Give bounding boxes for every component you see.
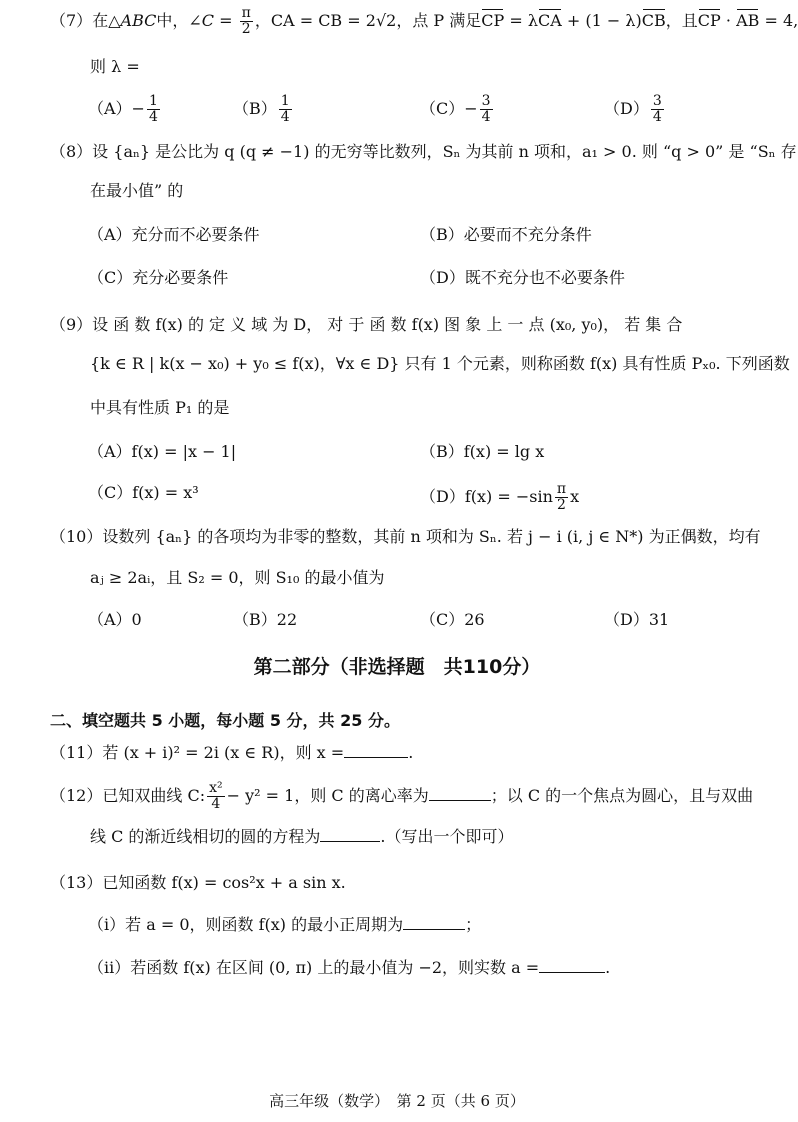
q7-option-b: （B） $\frac{1}{4}$ xyxy=(233,93,290,125)
q7-option-d: （D） $\frac{3}{4}$ xyxy=(604,93,662,125)
q7-option-a: （A）− $\frac{1}{4}$ xyxy=(88,93,158,125)
q8-option-a: （A）充分而不必要条件 xyxy=(88,225,260,244)
page-footer: 高三年级（数学） 第 2 页（共 6 页） xyxy=(269,1092,525,1110)
q9-line1: （9）设 函 数 f(x) 的 定 义 域 为 D， 对 于 函 数 f(x) 图 象 上 一 点 (x₀, y₀)， 若 集 合 xyxy=(50,315,683,334)
q8-line1: （8）设 {aₙ} 是公比为 q (q ≠ −1) 的无穷等比数列，Sₙ 为其前 n 项和，a₁ > 0. 则 “q > 0” 是 “Sₙ 存 xyxy=(50,142,797,161)
q13-sub1: （ⅰ）若 a = 0，则函数 f(x) 的最小正周期为 ； xyxy=(88,915,482,934)
q13-line1: （13）已知函数 f(x) = cos²x + a sin x. xyxy=(50,873,346,892)
q10-option-b: （B）22 xyxy=(233,610,298,629)
q10-option-c: （C）26 xyxy=(420,610,485,629)
q9-option-b: （B）f(x) = lg x xyxy=(420,442,545,461)
q7-option-c: （C）− $\frac{3}{4}$ xyxy=(420,93,491,125)
q13-sub2: （ⅱ）若函数 f(x) 在区间 (0, π) 上的最小值为 −2，则实数 a = . xyxy=(88,958,611,977)
q8-line2: 在最小值” 的 xyxy=(90,181,184,200)
part2-title: 第二部分（非选择题 共110分） xyxy=(253,656,541,678)
q9-line2: {k ∈ R | k(x − x₀) + y₀ ≤ f(x)，∀x ∈ D} 只有 1 个元素，则称函数 f(x) 具有性质 Pₓ₀. 下列函数 xyxy=(90,354,790,373)
q8-option-d: （D）既不充分也不必要条件 xyxy=(420,268,625,287)
q7-line2: 则 λ = xyxy=(90,57,140,76)
q10-line1: （10）设数列 {aₙ} 的各项均为非零的整数，其前 n 项和为 Sₙ. 若 j − i (i, j ∈ N*) 为正偶数，均有 xyxy=(50,527,761,546)
q7-pi-over-2: $\frac{\pi}{2}$ xyxy=(241,5,251,37)
q7-line1: （7）在△ABC中，∠C = $\frac{\pi}{2}$ ，CA = CB = 2√2，点 P 满足CP = λCA + (1 − λ)CB，且CP · AB = 4, xyxy=(50,5,798,37)
q9-option-c: （C）f(x) = x³ xyxy=(88,483,199,502)
q10-option-a: （A）0 xyxy=(88,610,142,629)
q12-eccentricity-blank[interactable] xyxy=(429,786,491,801)
q10-option-d: （D）31 xyxy=(604,610,670,629)
q9-line3: 中具有性质 P₁ 的是 xyxy=(90,398,230,417)
q7-number: （7） xyxy=(50,11,93,30)
q8-option-b: （B）必要而不充分条件 xyxy=(420,225,592,244)
q9-option-a: （A）f(x) = |x − 1| xyxy=(88,442,237,461)
section2-heading: 二、填空题共 5 小题，每小题 5 分，共 25 分。 xyxy=(50,711,400,730)
q12-line1: （12）已知双曲线 C: $\frac{\text{x²}}{4}$ − y² = 1，则 C 的离心率为 ；以 C 的一个焦点为圆心，且与双曲 xyxy=(50,780,754,812)
q11-answer-blank[interactable] xyxy=(344,743,408,758)
q11-line: （11）若 (x + i)² = 2i (x ∈ R)，则 x = . xyxy=(50,743,414,762)
q8-option-c: （C）充分必要条件 xyxy=(88,268,229,287)
q13-a-value-blank[interactable] xyxy=(539,958,605,973)
q12-line2: 线 C 的渐近线相切的圆的方程为 .（写出一个即可） xyxy=(90,827,514,846)
q13-period-blank[interactable] xyxy=(403,915,465,930)
q9-option-d: （D）f(x) = −sin $\frac{\pi}{2}$ x xyxy=(420,481,580,513)
q12-circle-equation-blank[interactable] xyxy=(320,827,380,842)
q10-line2: aⱼ ≥ 2aᵢ，且 S₂ = 0，则 S₁₀ 的最小值为 xyxy=(90,568,385,587)
